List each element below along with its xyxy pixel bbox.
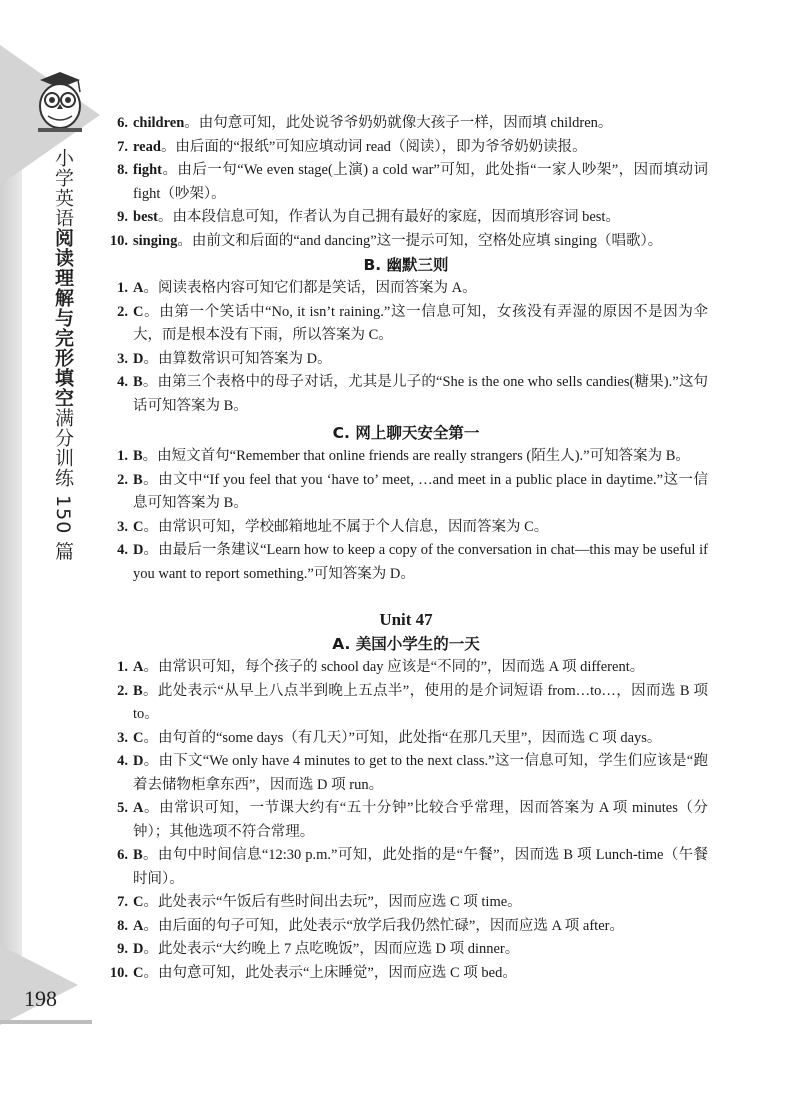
explanation-text: 。由句首的“some days（有几天）”可知，此处指“在那几天里”，因而选 C 项 days。 (143, 729, 662, 746)
explanation-text: 。由后面的“报纸”可知应填动词 read（阅读），即为爷爷奶奶读报。 (160, 138, 587, 155)
answer-key: D (133, 350, 144, 367)
section-a-title: A. 美国小学生的一天 (332, 635, 480, 653)
answer-explanation (133, 915, 708, 939)
explanation-text: 。由常识可知，学校邮箱地址不属于个人信息，因而答案为 C。 (143, 518, 549, 535)
answer-explanation (133, 656, 708, 680)
answer-number: 2. (117, 471, 128, 488)
answer-item (104, 230, 708, 254)
answer-explanation (133, 516, 708, 540)
answer-item (104, 301, 708, 348)
answer-key: C (133, 964, 144, 981)
answer-item (104, 112, 708, 136)
answer-key: C (133, 894, 144, 910)
explanation-text: 。由算数常识可知答案为 D。 (143, 350, 332, 367)
answer-explanation (133, 445, 708, 469)
answer-explanation (133, 230, 708, 254)
answer-number: 1. (117, 280, 128, 296)
section-a-answer-list (104, 656, 708, 985)
answer-explanation (133, 727, 708, 751)
margin-band (0, 130, 22, 990)
answer-number: 8. (117, 917, 128, 934)
explanation-text: 。由句意可知，此处说爷爷奶奶就像大孩子一样，因而填 children。 (184, 115, 613, 131)
answer-number: 4. (117, 374, 128, 390)
explanation-text: 。此处表示“从早上八点半到晚上五点半”，使用的是介词短语 from…to…，因而选 B 项 to。 (133, 682, 708, 722)
book-title-part3: 满分训练 150 篇 (52, 408, 74, 562)
unit-title: Unit 47 (379, 610, 433, 629)
book-title-part2: 阅读理解与完形填空 (52, 228, 74, 408)
answer-key: fight (133, 162, 162, 178)
answer-key: B (133, 682, 143, 699)
answer-number: 7. (117, 138, 128, 155)
answer-explanation (133, 469, 708, 516)
explanation-text: 。由短文首句“Remember that online friends are really strangers (陌生人).”可知答案为 B。 (142, 448, 690, 464)
answer-item (104, 750, 708, 797)
explanation-text: 。阅读表格内容可知它们都是笑话，因而答案为 A。 (143, 280, 477, 296)
answer-key: best (133, 209, 158, 225)
section-c-title: C. 网上聊天安全第一 (332, 424, 480, 442)
answer-explanation (133, 348, 708, 372)
answer-explanation (133, 844, 708, 891)
explanation-text: 。由本段信息可知，作者认为自己拥有最好的家庭，因而填形容词 best。 (157, 209, 620, 225)
answer-number: 3. (117, 350, 128, 367)
answer-key: B (133, 847, 143, 863)
answer-item (104, 915, 708, 939)
answer-item (104, 348, 708, 372)
answer-explanation (133, 112, 708, 136)
answer-item (104, 844, 708, 891)
page-number: 198 (24, 986, 57, 1011)
section-c-answer-list (104, 445, 708, 586)
answer-explanation (133, 891, 708, 915)
answer-number: 4. (117, 542, 128, 558)
answer-explanation (133, 938, 708, 962)
answer-key: children (133, 115, 185, 131)
answer-item (104, 938, 708, 962)
answer-key: B (133, 471, 143, 488)
answer-item (104, 962, 708, 986)
answer-explanation (133, 962, 708, 986)
answer-number: 6. (117, 847, 128, 863)
answer-number: 7. (117, 894, 128, 910)
answer-key: C (133, 303, 144, 320)
explanation-text: 。由第三个表格中的母子对话，尤其是儿子的“She is the one who sells candies(糖果).”这句话可知答案为 B。 (133, 374, 708, 414)
answer-number: 2. (117, 682, 128, 699)
answer-key: A (133, 659, 144, 675)
margin-triangle-bottom (0, 945, 78, 1025)
answer-number: 3. (117, 518, 128, 535)
answer-item (104, 445, 708, 469)
answer-number: 6. (117, 115, 128, 131)
book-title-vertical (50, 148, 76, 561)
answer-explanation (133, 680, 708, 727)
explanation-text: 。由前文和后面的“and dancing”这一提示可知，空格处应填 singing（唱歌）。 (177, 232, 663, 249)
answer-content (104, 112, 708, 985)
answer-key: D (133, 753, 144, 769)
explanation-text: 。由常识可知，一节课大约有“五十分钟”比较合乎常理，因而答案为 A 项 minutes（分钟）；其他选项不符合常理。 (133, 800, 708, 840)
answer-item (104, 656, 708, 680)
explanation-text: 。由文中“If you feel that you ‘have to’ meet, …and meet in a public place in daytime.”这一信息可知答案为 B。 (133, 471, 708, 511)
answer-key: read (133, 138, 161, 155)
answer-explanation (133, 159, 708, 206)
explanation-text: 。由句意可知，此处表示“上床睡觉”，因而应选 C 项 bed。 (143, 964, 517, 981)
answer-key: C (133, 518, 144, 535)
answer-explanation (133, 750, 708, 797)
answer-explanation (133, 371, 708, 418)
answer-number: 2. (117, 303, 128, 320)
explanation-text: 。由后一句“We even stage(上演) a cold war”可知，此处指“一家人吵架”，因而填动词 fight（吵架）。 (133, 162, 708, 202)
answer-item (104, 159, 708, 206)
section-b-answer-list (104, 277, 708, 418)
section-b-title: B. 幽默三则 (363, 256, 449, 274)
answer-item (104, 797, 708, 844)
answer-explanation (133, 136, 708, 160)
explanation-text: 。由句中时间信息“12:30 p.m.”可知，此处指的是“午餐”，因而选 B 项 Lunch-time（午餐时间）。 (133, 847, 708, 887)
answer-key: A (133, 280, 144, 296)
answer-key: D (133, 941, 144, 957)
answer-key: A (133, 917, 144, 934)
answer-number: 9. (117, 209, 128, 225)
answer-item (104, 516, 708, 540)
answer-item (104, 277, 708, 301)
explanation-text: 。由常识可知，每个孩子的 school day 应该是“不同的”，因而选 A 项 different。 (143, 659, 645, 675)
owl-mascot-icon (34, 70, 86, 134)
answer-item (104, 136, 708, 160)
answer-number: 9. (117, 941, 128, 957)
answer-number: 1. (117, 659, 128, 675)
top-answer-list (104, 112, 708, 253)
answer-key: D (133, 542, 144, 558)
answer-item (104, 891, 708, 915)
answer-explanation (133, 539, 708, 586)
answer-key: C (133, 729, 144, 746)
answer-number: 4. (117, 753, 128, 769)
answer-key: B (133, 374, 143, 390)
answer-key: B (133, 448, 143, 464)
answer-item (104, 206, 708, 230)
answer-number: 10. (109, 964, 128, 981)
answer-number: 1. (117, 448, 128, 464)
answer-explanation (133, 301, 708, 348)
explanation-text: 。此处表示“大约晚上 7 点吃晚饭”，因而应选 D 项 dinner。 (143, 941, 520, 957)
answer-explanation (133, 797, 708, 844)
answer-key: A (133, 800, 144, 816)
answer-key: singing (133, 232, 178, 249)
answer-item (104, 469, 708, 516)
answer-number: 3. (117, 729, 128, 746)
explanation-text: 。由最后一条建议“Learn how to keep a copy of the conversation in chat—this may be useful if you want to report something.”可知答案为 D。 (133, 542, 708, 582)
answer-number: 5. (117, 800, 128, 816)
answer-explanation (133, 277, 708, 301)
answer-number: 10. (109, 232, 128, 249)
explanation-text: 。由第一个笑话中“No, it isn’t raining.”这一信息可知，女孩没有弄湿的原因不是因为伞大，而是根本没有下雨，所以答案为 C。 (133, 303, 708, 343)
explanation-text: 。由后面的句子可知，此处表示“放学后我仍然忙碌”，因而应选 A 项 after。 (143, 917, 624, 934)
answer-item (104, 680, 708, 727)
answer-item (104, 539, 708, 586)
explanation-text: 。此处表示“午饭后有些时间出去玩”，因而应选 C 项 time。 (143, 894, 522, 910)
book-title-part1: 小学英语 (52, 148, 74, 228)
answer-item (104, 371, 708, 418)
explanation-text: 。由下文“We only have 4 minutes to get to the next class.”这一信息可知，学生们应该是“跑着去储物柜拿东西”，因而选 D 项 run。 (133, 753, 708, 793)
answer-number: 8. (117, 162, 128, 178)
answer-item (104, 727, 708, 751)
margin-bar-bottom (0, 1020, 92, 1024)
answer-explanation (133, 206, 708, 230)
